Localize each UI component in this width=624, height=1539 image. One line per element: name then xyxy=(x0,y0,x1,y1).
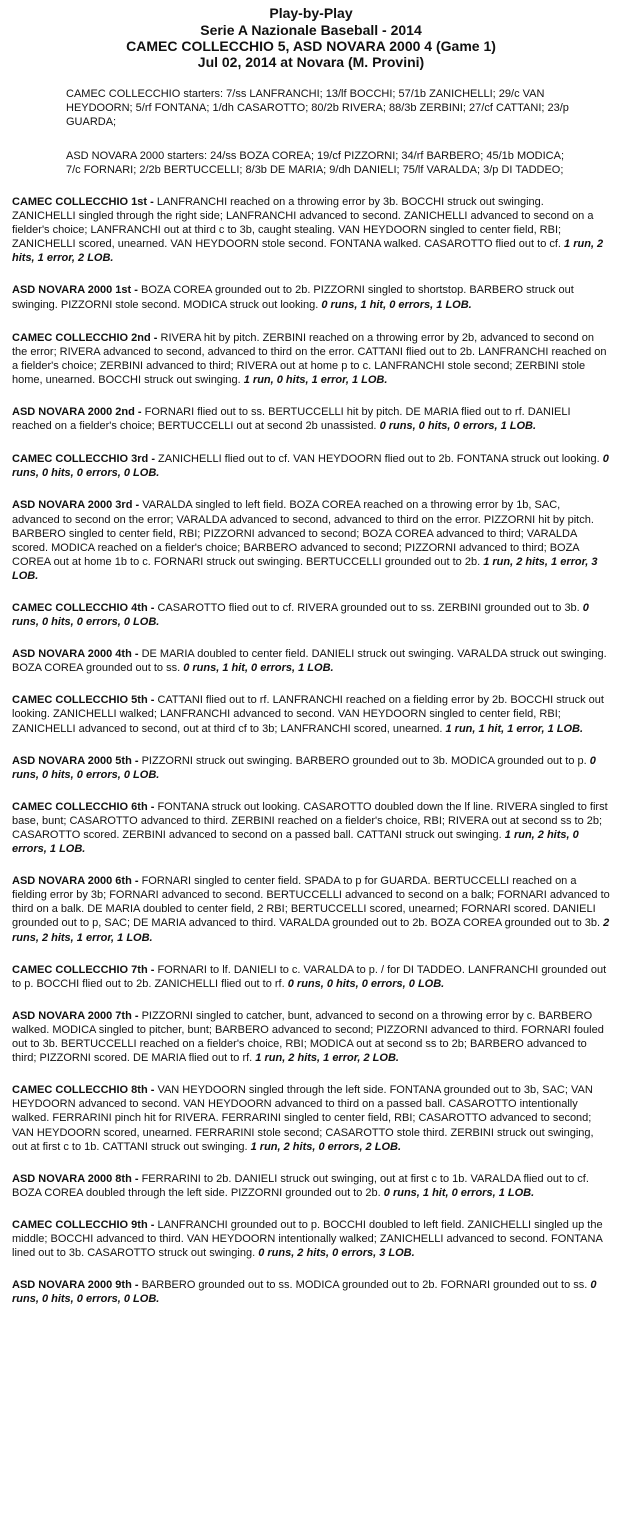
inning-team-label: CAMEC COLLECCHIO 7th - xyxy=(12,963,155,976)
report-header xyxy=(12,4,610,70)
game-matchup: CAMEC COLLECCHIO 5, ASD NOVARA 2000 4 (Game 1) xyxy=(126,38,496,54)
inning-team-label: ASD NOVARA 2000 5th - xyxy=(12,754,139,767)
inning-plays: BARBERO grounded out to ss. MODICA grounded out to 2b. FORNARI grounded out to ss. xyxy=(138,1279,591,1292)
inning-plays: LANFRANCHI grounded out to p. BOCCHI doubled to left field. ZANICHELLI singled up the middle; BOCCHI advanced to third. VAN HEYDOORN intentionally walked; ZANICHELLI advanced to second. FONTANA lined out to 3b. CASAROTTO struck out swinging. xyxy=(12,1218,603,1260)
innings-list xyxy=(12,195,610,1306)
inning-plays: BOZA COREA grounded out to 2b. PIZZORNI singled to shortstop. BARBERO struck out swinging. PIZZORNI stole second. MODICA struck out looking. xyxy=(12,284,574,311)
league-title: Serie A Nazionale Baseball - 2014 xyxy=(200,22,422,38)
inning-team-label: CAMEC COLLECCHIO 4th - xyxy=(12,601,155,614)
inning-plays: FORNARI to lf. DANIELI to c. VARALDA to p. / for DI TADDEO. LANFRANCHI grounded out to p. BOCCHI flied out to 2b. ZANICHELLI flied out to rf. xyxy=(12,963,607,990)
starters-section xyxy=(66,87,576,177)
inning-team-label: CAMEC COLLECCHIO 2nd - xyxy=(12,331,158,344)
inning-entry xyxy=(12,1083,610,1153)
inning-plays: PIZZORNI singled to catcher, bunt, advanced to second on a throwing error by c. BARBERO walked. MODICA singled to pitcher, bunt; BARBERO advanced to second; PIZZORNI advanced to third. FORNARI fouled out to 3b. BERTUCCELLI reached on a fielder's choice, RBI; MODICA out at second ss to 2b; BARBERO advanced to third; PIZZORNI scored. DE MARIA flied out to rf. xyxy=(12,1009,604,1065)
inning-team-label: ASD NOVARA 2000 8th - xyxy=(12,1172,139,1185)
inning-team-label: ASD NOVARA 2000 6th - xyxy=(12,875,139,888)
inning-summary: 0 runs, 0 hits, 0 errors, 0 LOB. xyxy=(12,754,596,781)
inning-entry xyxy=(12,1218,610,1260)
inning-plays: LANFRANCHI reached on a throwing error by 3b. BOCCHI struck out swinging. ZANICHELLI singled through the right side; LANFRANCHI advanced to second. ZANICHELLI advanced to second on a fielder's choice; LANFRANCHI out at third c to 3b, caught stealing. VAN HEYDOORN singled to center field, RBI; ZANICHELLI scored, unearned. VAN HEYDOORN stole second. FONTANA walked. CASAROTTO flied out to cf. xyxy=(12,196,594,251)
inning-entry xyxy=(12,874,610,944)
inning-summary: 0 runs, 0 hits, 0 errors, 0 LOB. xyxy=(12,453,609,480)
inning-summary: 1 run, 2 hits, 1 error, 3 LOB. xyxy=(12,555,598,582)
inning-team-label: ASD NOVARA 2000 7th - xyxy=(12,1009,139,1022)
inning-summary: 1 run, 0 hits, 1 error, 1 LOB. xyxy=(243,373,388,386)
inning-summary: 0 runs, 1 hit, 0 errors, 1 LOB. xyxy=(321,298,472,311)
inning-entry xyxy=(12,1278,610,1306)
inning-entry xyxy=(12,195,610,265)
inning-plays: VAN HEYDOORN singled through the left side. FONTANA grounded out to 3b, SAC; VAN HEYDOORN advanced to second. VAN HEYDOORN advanced to third on a passed ball. CASAROTTO intentionally walked. FERRARINI pinch hit for RIVERA. FERRARINI singled to center field, RBI; CASAROTTO advanced to second; VAN HEYDOORN scored, unearned. FERRARINI stole second; CASAROTTO stole third. ZERBINI struck out swinging, out at first c to 1b. CATTANI struck out swinging. xyxy=(12,1084,594,1153)
inning-entry xyxy=(12,331,610,387)
inning-team-label: ASD NOVARA 2000 1st - xyxy=(12,284,138,297)
report-title: Play-by-Play xyxy=(269,5,353,21)
inning-entry xyxy=(12,754,610,782)
inning-team-label: CAMEC COLLECCHIO 6th - xyxy=(12,800,155,813)
inning-summary: 0 runs, 0 hits, 0 errors, 0 LOB. xyxy=(12,601,589,629)
inning-entry xyxy=(12,601,610,629)
inning-plays: FORNARI flied out to ss. BERTUCCELLI hit by pitch. DE MARIA flied out to rf. DANIELI reached on a fielder's choice; BERTUCCELLI out at second 2b unassisted. xyxy=(12,406,571,433)
inning-entry xyxy=(12,647,610,675)
inning-team-label: CAMEC COLLECCHIO 9th - xyxy=(12,1218,155,1231)
inning-entry xyxy=(12,498,610,583)
inning-summary: 1 run, 2 hits, 1 error, 2 LOB. xyxy=(12,238,604,265)
inning-entry xyxy=(12,800,610,856)
inning-summary: 0 runs, 0 hits, 0 errors, 0 LOB. xyxy=(12,1279,597,1306)
inning-team-label: CAMEC COLLECCHIO 1st - xyxy=(12,196,154,209)
inning-team-label: CAMEC COLLECCHIO 8th - xyxy=(12,1084,155,1097)
inning-plays: RIVERA hit by pitch. ZERBINI reached on a throwing error by 2b, advanced to second on the error; RIVERA advanced to second, advanced to third on the error. CATTANI flied out to 2b. LANFRANCHI reached on a fielder's choice; ZERBINI advanced to third; RIVERA out at home p to c. LANFRANCHI stole second; ZERBINI stole home, unearned. BOCCHI struck out swinging. xyxy=(12,331,607,386)
inning-entry xyxy=(12,452,610,480)
inning-plays: PIZZORNI struck out swinging. BARBERO grounded out to 3b. MODICA grounded out to p. xyxy=(138,754,590,767)
inning-summary: 0 runs, 0 hits, 0 errors, 0 LOB. xyxy=(287,977,445,990)
inning-summary: 0 runs, 2 hits, 0 errors, 3 LOB. xyxy=(258,1247,415,1260)
inning-summary: 2 runs, 2 hits, 1 error, 1 LOB. xyxy=(12,917,610,944)
inning-plays: FONTANA struck out looking. CASAROTTO doubled down the lf line. RIVERA singled to first base, bunt; CASAROTTO advanced to third. ZERBINI reached on a fielder's choice, RBI; RIVERA out at second ss to 2b; CASAROTTO scored. ZERBINI advanced to second on a passed ball. CATTANI struck out swinging. xyxy=(12,800,608,842)
inning-team-label: ASD NOVARA 2000 3rd - xyxy=(12,499,140,512)
inning-team-label: CAMEC COLLECCHIO 5th - xyxy=(12,694,155,707)
inning-plays: FERRARINI to 2b. DANIELI struck out swinging, out at first c to 1b. VARALDA flied out to cf. BOZA COREA doubled through the left side. PIZZORNI grounded out to 2b. xyxy=(12,1172,589,1199)
inning-team-label: ASD NOVARA 2000 4th - xyxy=(12,648,139,661)
game-date-location: Jul 02, 2014 at Novara (M. Provini) xyxy=(197,54,425,70)
inning-summary: 0 runs, 1 hit, 0 errors, 1 LOB. xyxy=(383,1186,535,1199)
inning-summary: 1 run, 2 hits, 1 error, 2 LOB. xyxy=(255,1052,399,1065)
inning-team-label: ASD NOVARA 2000 2nd - xyxy=(12,406,142,419)
inning-team-label: CAMEC COLLECCHIO 3rd - xyxy=(12,453,155,466)
inning-summary: 0 runs, 1 hit, 0 errors, 1 LOB. xyxy=(183,662,334,675)
inning-plays: DE MARIA doubled to center field. DANIELI struck out swinging. VARALDA struck out swinging. BOZA COREA grounded out to ss. xyxy=(12,648,607,675)
inning-entry xyxy=(12,1172,610,1200)
inning-plays: VARALDA singled to left field. BOZA COREA reached on a throwing error by 1b, SAC, advanced to second on the error; VARALDA advanced to second, advanced to third on the error. PIZZORNI hit by pitch. BARBERO singled to center field, RBI; PIZZORNI advanced to second; BOZA COREA advanced to third; VARALDA scored. MODICA reached on a fielder's choice; BARBERO advanced to second; PIZZORNI advanced to third; BOZA COREA out at home 1b to c. FORNARI struck out swinging. BERTUCCELLI grounded out to 2b. xyxy=(12,499,594,568)
away-starters: ASD NOVARA 2000 starters: 24/ss BOZA COREA; 19/cf PIZZORNI; 34/rf BARBERO; 45/1b MODICA; 7/c FORNARI; 2/2b BERTUCCELLI; 8/3b DE MARIA; 9/dh DANIELI; 75/lf VARALDA; 3/p DI TADDEO; xyxy=(66,149,565,176)
inning-plays: CATTANI flied out to rf. LANFRANCHI reached on a fielding error by 2b. BOCCHI struck out looking. ZANICHELLI walked; LANFRANCHI advanced to second. VAN HEYDOORN singled to center field, RBI; ZANICHELLI advanced to second, out at third cf to 3b; LANFRANCHI scored, unearned. xyxy=(12,694,604,735)
inning-plays: CASAROTTO flied out to cf. RIVERA grounded out to ss. ZERBINI grounded out to 3b. xyxy=(154,601,583,614)
inning-entry xyxy=(12,1009,610,1065)
inning-entry xyxy=(12,283,610,311)
inning-plays: FORNARI singled to center field. SPADA to p for GUARDA. BERTUCCELLI reached on a fielding error by 3b; FORNARI advanced to second. BERTUCCELLI advanced to second on a balk; FORNARI advanced to third on a balk. DE MARIA doubled to center field, 2 RBI; BERTUCCELLI scored, unearned; FORNARI scored. DANIELI grounded out to p, SAC; DE MARIA advanced to third. VARALDA grounded out to 2b. BOZA COREA grounded out to 3b. xyxy=(12,875,610,930)
inning-summary: 1 run, 2 hits, 0 errors, 1 LOB. xyxy=(12,829,579,856)
inning-summary: 0 runs, 0 hits, 0 errors, 1 LOB. xyxy=(379,420,537,433)
inning-entry xyxy=(12,963,610,991)
inning-plays: ZANICHELLI flied out to cf. VAN HEYDOORN flied out to 2b. FONTANA struck out looking. xyxy=(155,453,603,466)
inning-summary: 1 run, 2 hits, 0 errors, 2 LOB. xyxy=(250,1140,402,1153)
inning-entry xyxy=(12,693,610,735)
home-starters: CAMEC COLLECCHIO starters: 7/ss LANFRANCHI; 13/lf BOCCHI; 57/1b ZANICHELLI; 29/c VAN HEYDOORN; 5/rf FONTANA; 1/dh CASAROTTO; 80/2b RIVERA; 88/3b ZERBINI; 27/cf CATTANI; 23/p GUARDA; xyxy=(66,88,569,129)
inning-entry xyxy=(12,405,610,433)
inning-summary: 1 run, 1 hit, 1 error, 1 LOB. xyxy=(445,722,584,735)
inning-team-label: ASD NOVARA 2000 9th - xyxy=(12,1279,139,1292)
